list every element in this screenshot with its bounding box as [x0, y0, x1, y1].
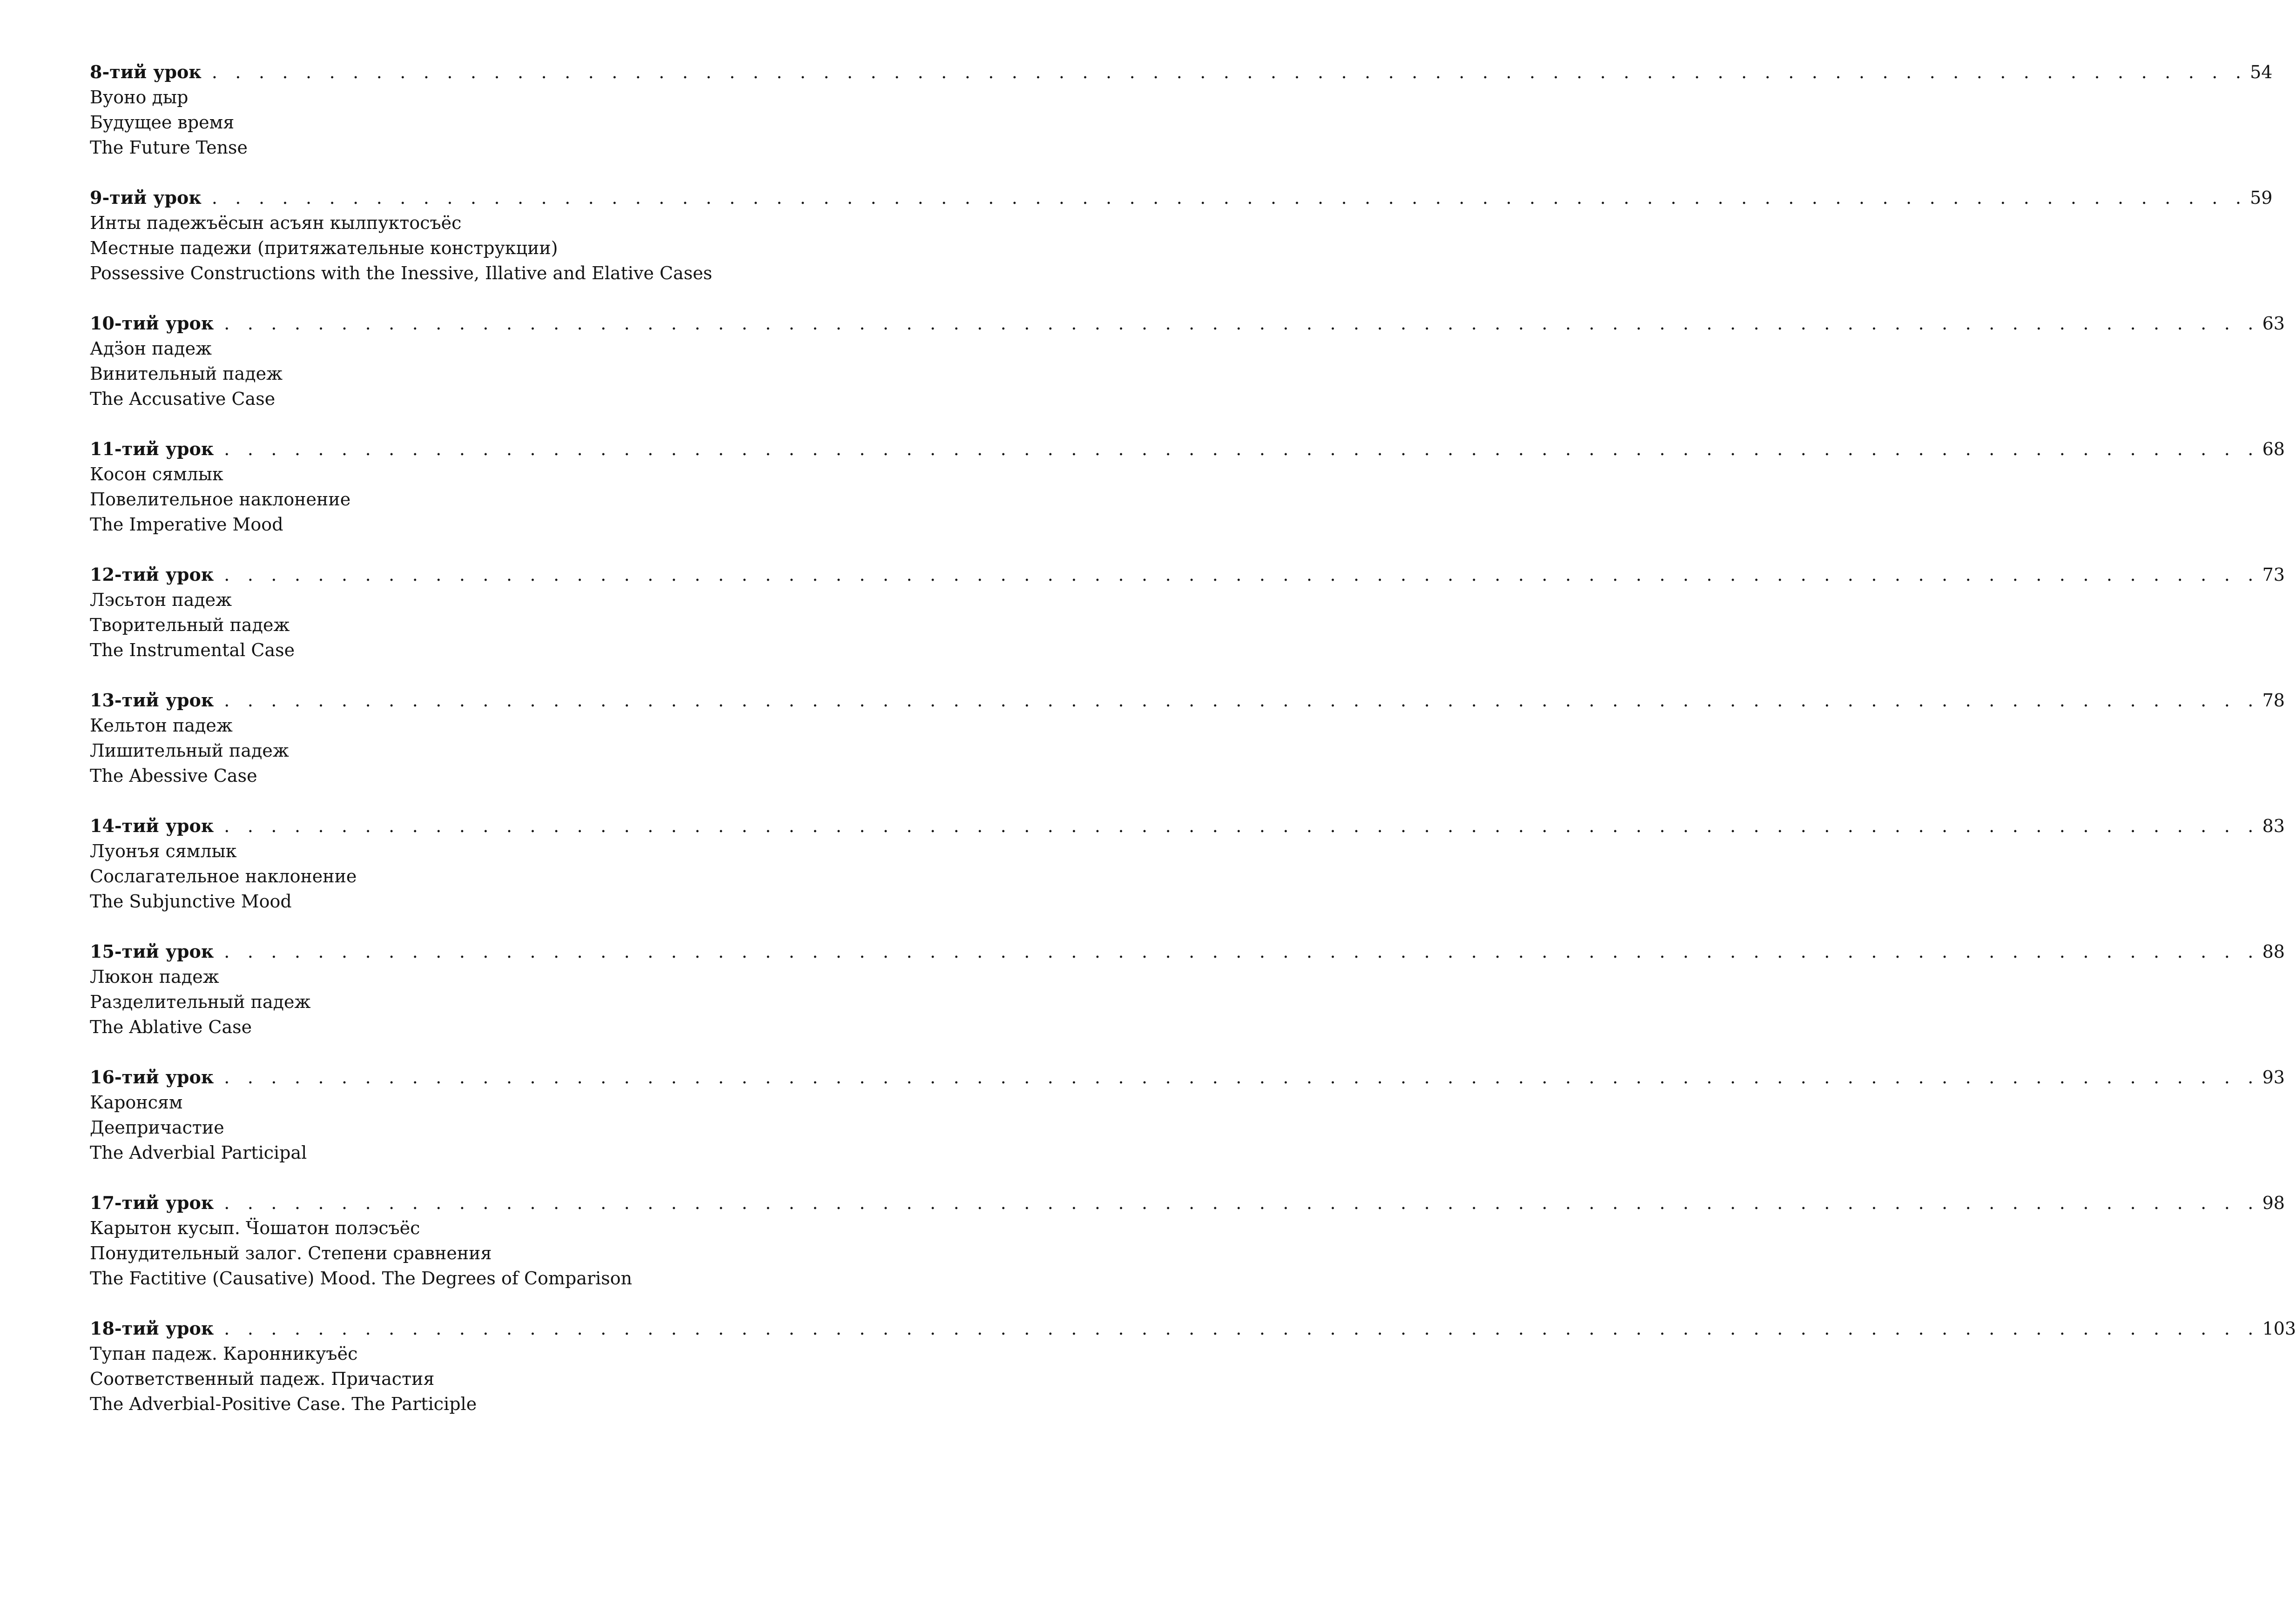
- russian-title: Творительный падеж: [90, 615, 290, 635]
- russian-title: Будущее время: [90, 112, 235, 133]
- udmurt-title: Карытон кусып. Ӵошатон полэсъёс: [90, 1218, 420, 1238]
- udmurt-title: Лэсьтон падеж: [90, 590, 232, 610]
- dot-leader: . . . . . . . . . . . . . . . . . . . . . . . . . . . . . . . . . . . . . . . . . . . . . . . . . . . . . . . . . . . . . . . . . . . . . . . . . . . . . . . . . . . . . . .: [224, 690, 2260, 711]
- toc-entry-heading[interactable]: [90, 688, 2285, 713]
- dot-leader: . . . . . . . . . . . . . . . . . . . . . . . . . . . . . . . . . . . . . . . . . . . . . . . . . . . . . . . . . . . . . . . . . . . . . . . . . . . . . . . . . . . . . . .: [211, 188, 2248, 208]
- russian-title: Местные падежи (притяжательные конструкции): [90, 238, 558, 258]
- udmurt-title: Инты падежъёсын асъян кылпуктосъёс: [90, 213, 462, 233]
- page-number: 103: [2262, 1318, 2296, 1339]
- english-title: The Imperative Mood: [90, 514, 283, 535]
- toc-entry-10: [90, 311, 2285, 436]
- dot-leader: . . . . . . . . . . . . . . . . . . . . . . . . . . . . . . . . . . . . . . . . . . . . . . . . . . . . . . . . . . . . . . . . . . . . . . . . . . . . . . . . . . . . . . .: [224, 439, 2260, 459]
- lesson-label: 11-тий урок: [90, 438, 214, 459]
- udmurt-title: Люкон падеж: [90, 967, 219, 987]
- dot-leader: . . . . . . . . . . . . . . . . . . . . . . . . . . . . . . . . . . . . . . . . . . . . . . . . . . . . . . . . . . . . . . . . . . . . . . . . . . . . . . . . . . . . . . .: [224, 941, 2260, 962]
- russian-title: Повелительное наклонение: [90, 489, 351, 510]
- udmurt-title: Луонъя сямлык: [90, 841, 237, 861]
- dot-leader: . . . . . . . . . . . . . . . . . . . . . . . . . . . . . . . . . . . . . . . . . . . . . . . . . . . . . . . . . . . . . . . . . . . . . . . . . . . . . . . . . . . . . . .: [211, 62, 2248, 82]
- english-title: The Instrumental Case: [90, 640, 295, 660]
- udmurt-title: Кельтон падеж: [90, 715, 233, 736]
- russian-title: Деепричастие: [90, 1117, 224, 1138]
- page-number: 83: [2262, 816, 2285, 836]
- dot-leader: . . . . . . . . . . . . . . . . . . . . . . . . . . . . . . . . . . . . . . . . . . . . . . . . . . . . . . . . . . . . . . . . . . . . . . . . . . . . . . . . . . . . . . .: [224, 816, 2260, 836]
- lesson-label: 18-тий урок: [90, 1318, 214, 1339]
- toc-entry-18: [90, 1316, 2296, 1442]
- toc-entry-heading[interactable]: [90, 1065, 2285, 1090]
- toc-entry-heading[interactable]: [90, 562, 2285, 587]
- toc-entry-9: [90, 185, 2273, 311]
- english-title: The Future Tense: [90, 137, 248, 158]
- russian-title: Лишительный падеж: [90, 740, 289, 761]
- page-number: 93: [2262, 1067, 2285, 1088]
- page-number: 88: [2262, 941, 2285, 962]
- russian-title: Винительный падеж: [90, 363, 283, 384]
- page-number: 73: [2262, 564, 2285, 585]
- toc-entry-8: [90, 60, 2273, 185]
- toc-entry-heading[interactable]: [90, 939, 2285, 964]
- lesson-label: 14-тий урок: [90, 815, 214, 836]
- english-title: The Factitive (Causative) Mood. The Degrees of Comparison: [90, 1268, 633, 1289]
- toc-entry-heading[interactable]: [90, 436, 2285, 462]
- toc-entry-13: [90, 688, 2285, 813]
- dot-leader: . . . . . . . . . . . . . . . . . . . . . . . . . . . . . . . . . . . . . . . . . . . . . . . . . . . . . . . . . . . . . . . . . . . . . . . . . . . . . . . . . . . . . . .: [224, 564, 2260, 585]
- udmurt-title: Каронсям: [90, 1092, 183, 1113]
- toc-entry-heading[interactable]: [90, 1190, 2285, 1215]
- page-number: 63: [2262, 313, 2285, 334]
- toc-entry-15: [90, 939, 2285, 1065]
- lesson-label: 10-тий урок: [90, 313, 214, 334]
- english-title: The Abessive Case: [90, 765, 257, 786]
- dot-leader: . . . . . . . . . . . . . . . . . . . . . . . . . . . . . . . . . . . . . . . . . . . . . . . . . . . . . . . . . . . . . . . . . . . . . . . . . . . . . . . . . . . . . . .: [224, 1318, 2260, 1339]
- toc-entry-16: [90, 1065, 2285, 1190]
- toc-entry-heading[interactable]: [90, 311, 2285, 336]
- lesson-label: 13-тий урок: [90, 690, 214, 711]
- english-title: Possessive Constructions with the Inessive, Illative and Elative Cases: [90, 263, 713, 283]
- english-title: The Ablative Case: [90, 1017, 252, 1037]
- russian-title: Разделительный падеж: [90, 992, 311, 1012]
- page-number: 54: [2250, 62, 2273, 82]
- toc-entry-heading[interactable]: [90, 1316, 2296, 1341]
- lesson-label: 16-тий урок: [90, 1067, 214, 1088]
- toc-entry-14: [90, 813, 2285, 939]
- toc-entry-12: [90, 562, 2285, 688]
- dot-leader: . . . . . . . . . . . . . . . . . . . . . . . . . . . . . . . . . . . . . . . . . . . . . . . . . . . . . . . . . . . . . . . . . . . . . . . . . . . . . . . . . . . . . . .: [224, 313, 2260, 334]
- toc-entry-heading[interactable]: [90, 185, 2273, 210]
- lesson-label: 17-тий урок: [90, 1192, 214, 1213]
- page-number: 98: [2262, 1193, 2285, 1213]
- udmurt-title: Адӟон падеж: [90, 338, 212, 359]
- russian-title: Соответственный падеж. Причастия: [90, 1369, 435, 1389]
- udmurt-title: Косон сямлык: [90, 464, 223, 484]
- toc-entry-heading[interactable]: [90, 813, 2285, 839]
- english-title: The Accusative Case: [90, 389, 276, 409]
- russian-title: Понудительный залог. Степени сравнения: [90, 1243, 492, 1263]
- udmurt-title: Тупан падеж. Каронникуъёс: [90, 1343, 358, 1364]
- page-number: 59: [2250, 188, 2273, 208]
- dot-leader: . . . . . . . . . . . . . . . . . . . . . . . . . . . . . . . . . . . . . . . . . . . . . . . . . . . . . . . . . . . . . . . . . . . . . . . . . . . . . . . . . . . . . . .: [224, 1193, 2260, 1213]
- udmurt-title: Вуоно дыр: [90, 87, 189, 107]
- table-of-contents: [90, 60, 2296, 1442]
- lesson-label: 12-тий урок: [90, 564, 214, 585]
- english-title: The Subjunctive Mood: [90, 891, 292, 912]
- english-title: The Adverbial Participal: [90, 1142, 307, 1163]
- russian-title: Сослагательное наклонение: [90, 866, 357, 886]
- english-title: The Adverbial-Positive Case. The Participle: [90, 1394, 477, 1414]
- dot-leader: . . . . . . . . . . . . . . . . . . . . . . . . . . . . . . . . . . . . . . . . . . . . . . . . . . . . . . . . . . . . . . . . . . . . . . . . . . . . . . . . . . . . . . .: [224, 1067, 2260, 1088]
- page-number: 78: [2262, 690, 2285, 711]
- toc-entry-heading[interactable]: [90, 60, 2273, 85]
- lesson-label: 15-тий урок: [90, 941, 214, 962]
- page-number: 68: [2262, 439, 2285, 459]
- toc-entry-17: [90, 1190, 2285, 1316]
- lesson-label: 9-тий урок: [90, 187, 202, 208]
- toc-entry-11: [90, 436, 2285, 562]
- lesson-label: 8-тий урок: [90, 61, 202, 82]
